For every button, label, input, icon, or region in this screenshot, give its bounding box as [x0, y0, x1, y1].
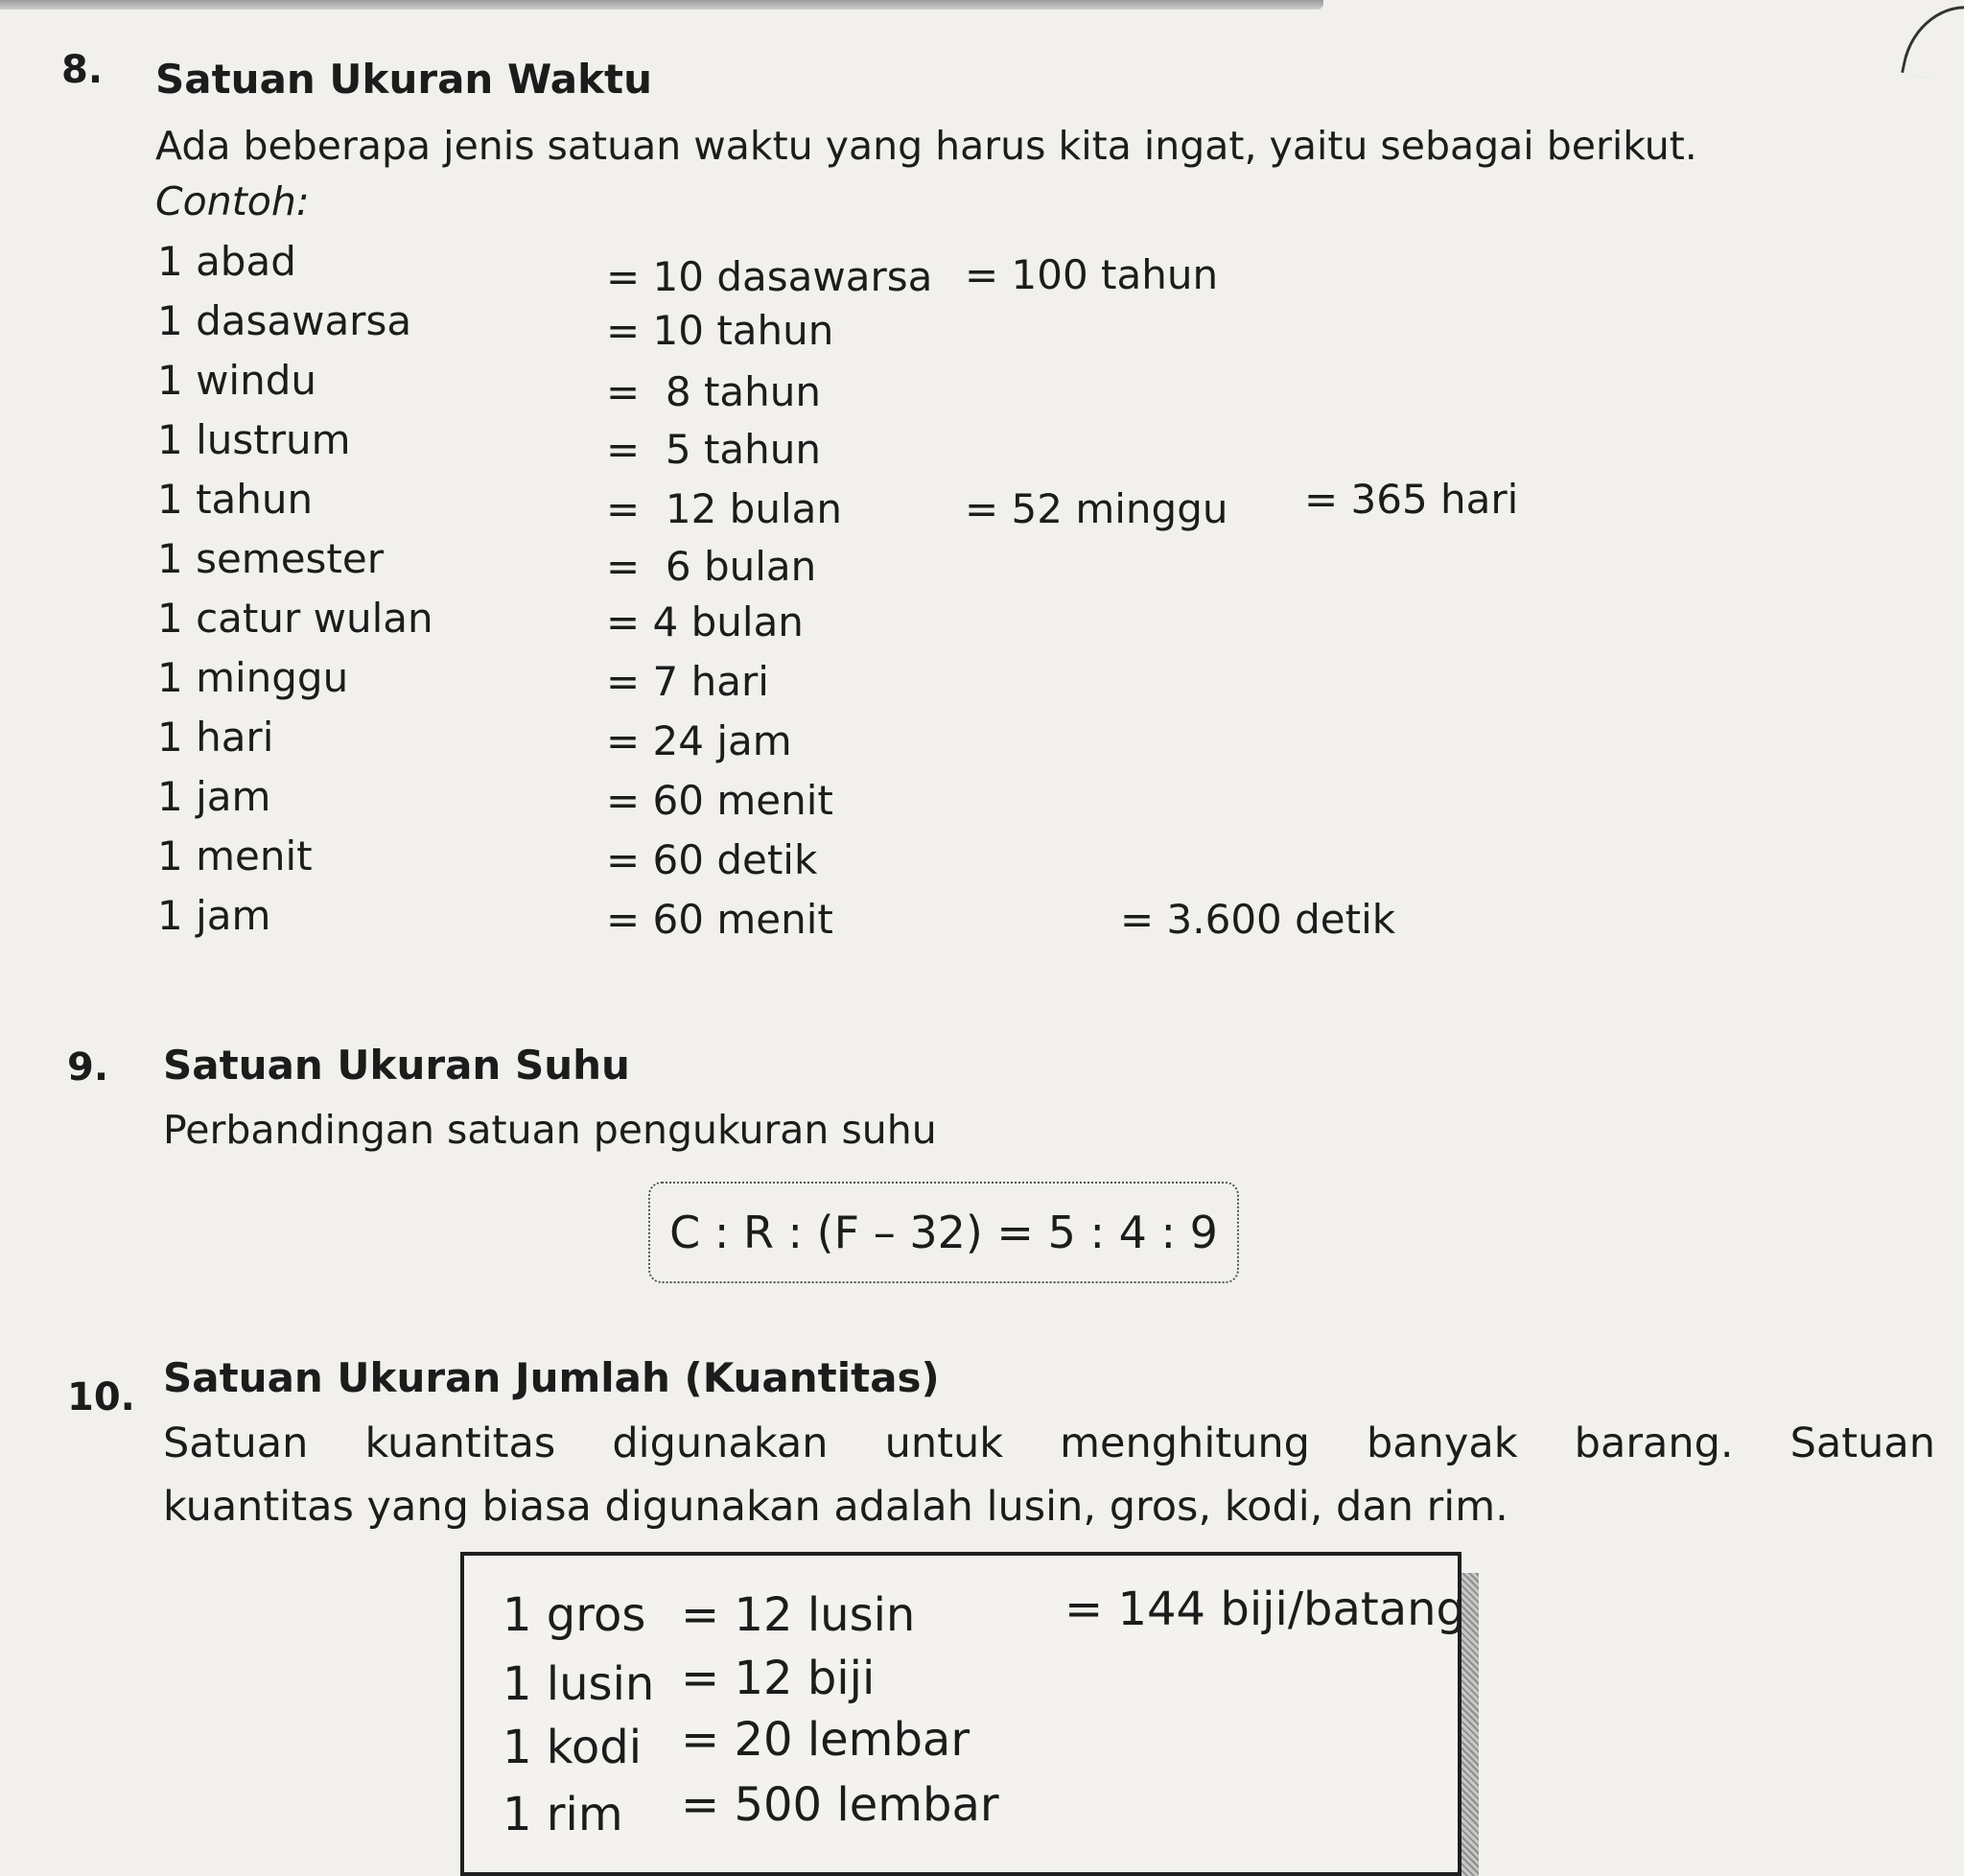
section-number: 10.: [67, 1375, 135, 1419]
conversion-row: [157, 832, 1596, 892]
conversion-equals-1: = 4 bulan: [606, 598, 804, 645]
conversion-row: [157, 476, 1596, 535]
section-number: 9.: [67, 1045, 109, 1090]
conversion-equals-1: = 60 menit: [606, 777, 833, 824]
conversion-equals-1: = 6 bulan: [606, 543, 817, 590]
conversion-unit: 1 jam: [157, 892, 271, 939]
conversion-row: [157, 595, 1596, 654]
conversion-equals-1: = 7 hari: [606, 658, 769, 705]
conversion-unit: 1 tahun: [157, 476, 314, 523]
quantity-row: [503, 1652, 1423, 1719]
conversion-row: [157, 416, 1596, 476]
quantity-box: [460, 1552, 1466, 1876]
paragraph-word: untuk: [884, 1419, 1004, 1467]
section-intro: Ada beberapa jenis satuan waktu yang harus kita ingat, yaitu sebagai berikut.: [155, 123, 1697, 169]
page-top-rule: [0, 0, 1323, 10]
conversion-row: [157, 297, 1596, 357]
conversion-unit: 1 lustrum: [157, 416, 351, 463]
quantity-unit: 1 kodi: [503, 1721, 643, 1774]
conversion-unit: 1 menit: [157, 832, 313, 879]
conversion-row: [157, 773, 1596, 832]
section-title: Satuan Ukuran Waktu: [155, 56, 653, 103]
quantity-equals-1: = 12 lusin: [681, 1588, 916, 1642]
conversion-equals-1: = 8 tahun: [606, 368, 822, 415]
conversion-equals-1: = 60 menit: [606, 896, 833, 943]
paragraph-word: Satuan: [1789, 1419, 1935, 1467]
section-intro: Perbandingan satuan pengukuran suhu: [163, 1107, 937, 1153]
section-number: 8.: [61, 48, 104, 92]
conversion-unit: 1 semester: [157, 535, 385, 582]
quantity-unit: 1 rim: [503, 1788, 623, 1841]
conversion-unit: 1 abad: [157, 238, 296, 285]
paragraph-line-2: kuantitas yang biasa digunakan adalah lusin, gros, kodi, dan rim.: [163, 1483, 1508, 1531]
quantity-equals-2: = 144 biji/batang: [1064, 1583, 1466, 1636]
quantity-row: [503, 1713, 1423, 1782]
conversion-unit: 1 minggu: [157, 654, 349, 701]
conversion-row: [157, 238, 1596, 300]
conversion-equals-2: = 100 tahun: [965, 251, 1219, 298]
conversion-equals-1: = 10 dasawarsa: [606, 253, 933, 300]
conversion-row: [157, 892, 1596, 951]
quantity-row: [503, 1583, 1466, 1650]
conversion-unit: 1 hari: [157, 714, 274, 761]
paragraph-word: Satuan: [163, 1419, 309, 1467]
quantity-unit: 1 gros: [503, 1588, 646, 1642]
conversion-row: [157, 714, 1596, 773]
paragraph-word: menghitung: [1060, 1419, 1310, 1467]
conversion-unit: 1 jam: [157, 773, 271, 820]
conversion-unit: 1 catur wulan: [157, 595, 433, 642]
conversion-row: [157, 535, 1596, 595]
paragraph-word: barang.: [1574, 1419, 1734, 1467]
conversion-equals-2: = 52 minggu: [965, 485, 1228, 532]
formula-box: [648, 1182, 1239, 1283]
paragraph-word: banyak: [1367, 1419, 1518, 1467]
quantity-unit: 1 lusin: [503, 1657, 655, 1711]
section-title: Satuan Ukuran Jumlah (Kuantitas): [163, 1354, 940, 1401]
conversion-row: [157, 654, 1596, 714]
conversion-unit: 1 windu: [157, 357, 316, 404]
conversion-equals-2: = 3.600 detik: [1120, 896, 1396, 943]
conversion-equals-1: = 24 jam: [606, 717, 792, 764]
section-title: Satuan Ukuran Suhu: [163, 1042, 630, 1089]
conversion-row: [157, 357, 1596, 416]
conversion-equals-1: = 10 tahun: [606, 307, 834, 354]
conversion-unit: 1 dasawarsa: [157, 297, 412, 344]
quantity-equals-1: = 500 lembar: [681, 1778, 999, 1832]
quantity-row: [503, 1778, 1423, 1849]
example-label: Contoh:: [155, 178, 310, 224]
conversion-equals-1: = 5 tahun: [606, 426, 822, 473]
conversion-equals-3: = 365 hari: [1304, 476, 1519, 523]
conversion-equals-1: = 12 bulan: [606, 485, 842, 532]
page-corner-curl: [1901, 0, 1964, 85]
paragraph-word: digunakan: [612, 1419, 829, 1467]
paragraph-word: kuantitas: [364, 1419, 556, 1467]
quantity-equals-1: = 20 lembar: [681, 1713, 970, 1767]
time-conversion-list: [157, 238, 1596, 951]
conversion-equals-1: = 60 detik: [606, 836, 818, 883]
quantity-equals-1: = 12 biji: [681, 1652, 876, 1705]
temperature-formula: C : R : (F – 32) = 5 : 4 : 9: [669, 1207, 1218, 1258]
paragraph-line-1: [163, 1419, 1935, 1467]
